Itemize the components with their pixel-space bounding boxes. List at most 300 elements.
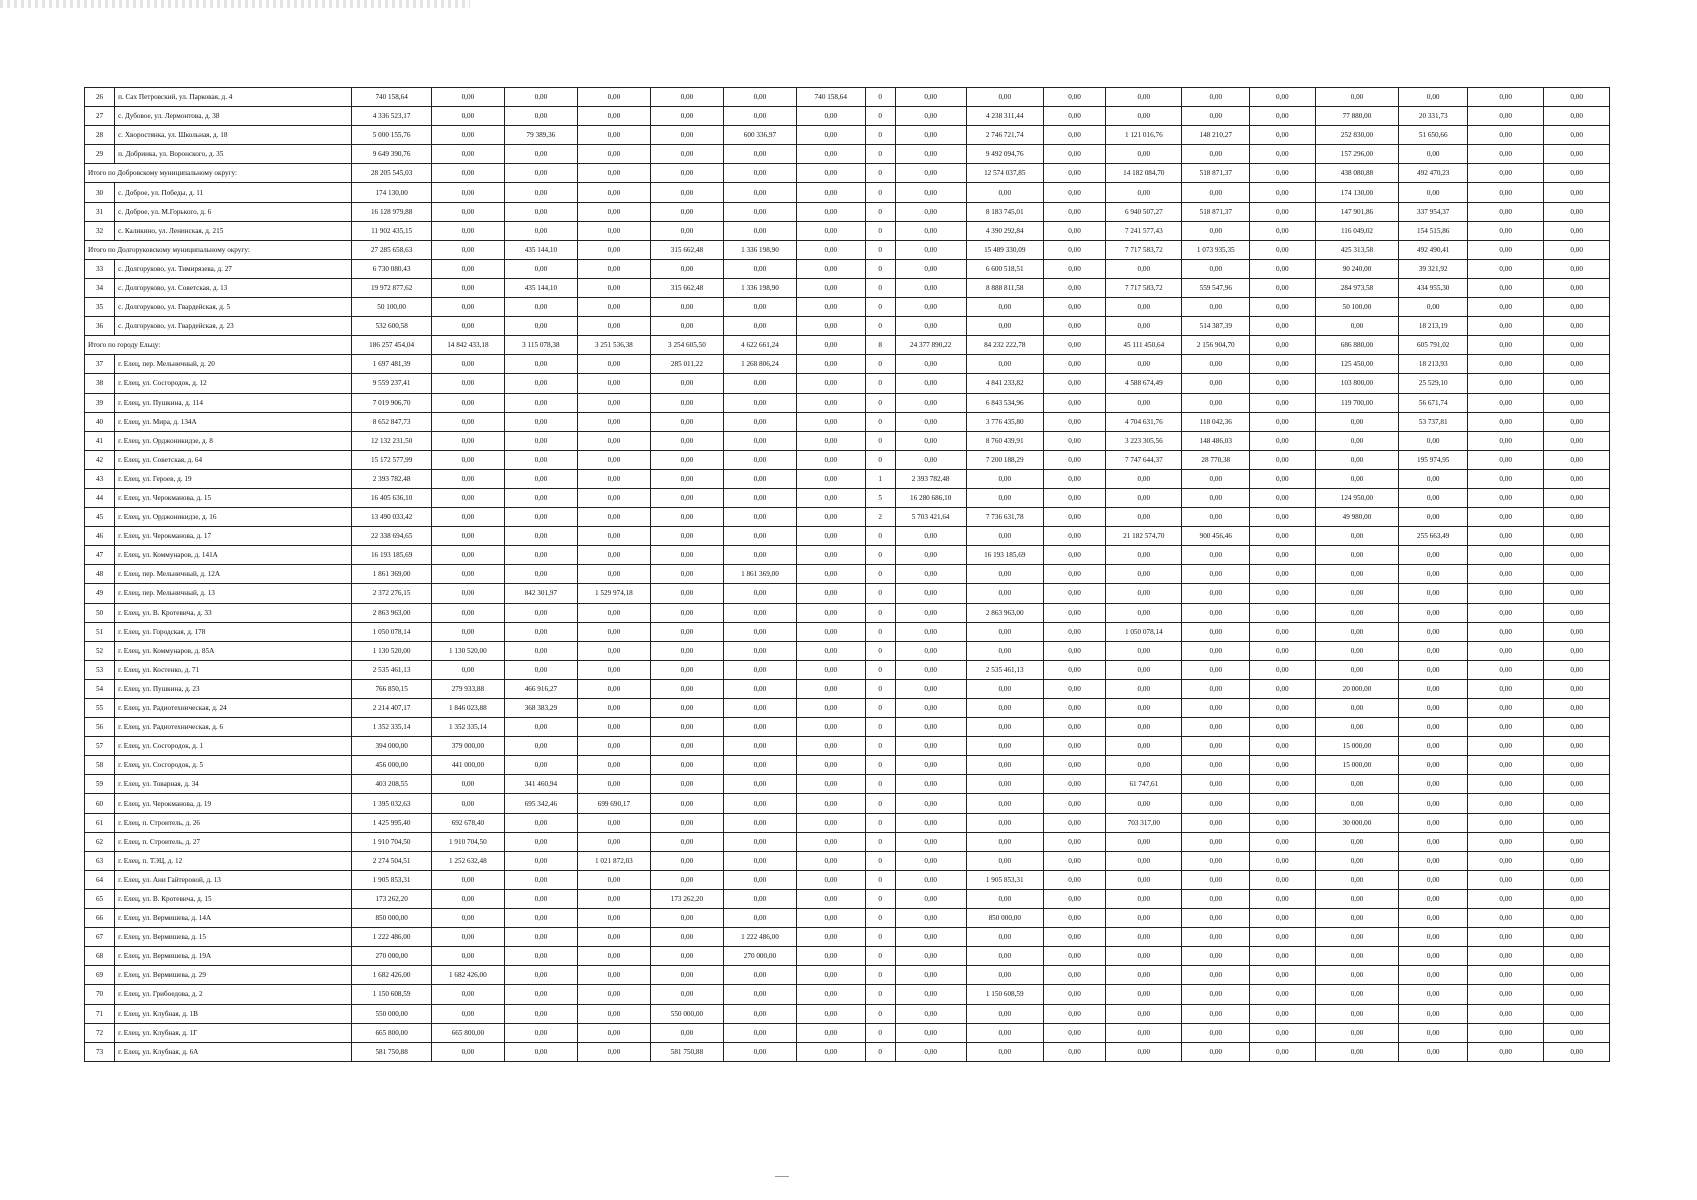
table-row: [85, 679, 1610, 698]
address-cell: г. Елец, ул. В. Кротевича, д. 33: [115, 603, 352, 622]
value-cell: 0,00: [895, 660, 966, 679]
value-cell: 0,00: [723, 1042, 796, 1061]
value-cell: 30 000,00: [1315, 813, 1399, 832]
value-cell: 0,00: [577, 450, 650, 469]
value-cell: 0,00: [796, 718, 865, 737]
value-cell: 0,00: [577, 145, 650, 164]
value-cell: 0,00: [1468, 679, 1544, 698]
value-cell: 1 910 704,50: [431, 832, 504, 851]
value-cell: 0,00: [1544, 889, 1610, 908]
value-cell: 0,00: [1468, 240, 1544, 259]
value-cell: 850 000,00: [966, 909, 1043, 928]
value-cell: 0,00: [431, 259, 504, 278]
value-cell: 0: [865, 1042, 895, 1061]
value-cell: 0,00: [1043, 928, 1105, 947]
value-cell: 0,00: [1043, 603, 1105, 622]
value-cell: 0,00: [723, 393, 796, 412]
value-cell: 0,00: [504, 1004, 577, 1023]
value-cell: 0,00: [1544, 88, 1610, 107]
value-cell: 0,00: [1182, 1004, 1250, 1023]
table-row: [85, 775, 1610, 794]
value-cell: 25 529,10: [1399, 374, 1468, 393]
value-cell: 0,00: [895, 183, 966, 202]
value-cell: 0,00: [1250, 450, 1316, 469]
value-cell: 0,00: [1399, 546, 1468, 565]
value-cell: 0,00: [966, 469, 1043, 488]
value-cell: 0: [865, 374, 895, 393]
value-cell: 605 791,02: [1399, 336, 1468, 355]
value-cell: 0,00: [796, 622, 865, 641]
value-cell: 5 703 421,64: [895, 508, 966, 527]
row-number: 73: [85, 1042, 115, 1061]
value-cell: 0: [865, 928, 895, 947]
value-cell: 0,00: [1544, 909, 1610, 928]
value-cell: 0,00: [796, 832, 865, 851]
value-cell: 0,00: [1468, 889, 1544, 908]
value-cell: 0,00: [1468, 699, 1544, 718]
value-cell: 0,00: [1468, 1004, 1544, 1023]
table-row: [85, 107, 1610, 126]
value-cell: 0,00: [1468, 527, 1544, 546]
value-cell: 0,00: [504, 1042, 577, 1061]
value-cell: 315 662,48: [650, 240, 723, 259]
value-cell: 0,00: [1182, 985, 1250, 1004]
table-body: [85, 88, 1610, 1062]
value-cell: 0,00: [1399, 298, 1468, 317]
table-row: [85, 298, 1610, 317]
table-row: [85, 641, 1610, 660]
value-cell: 0,00: [1043, 565, 1105, 584]
row-number: 30: [85, 183, 115, 202]
value-cell: 0,00: [1399, 851, 1468, 870]
value-cell: 173 262,20: [650, 889, 723, 908]
value-cell: 0,00: [723, 813, 796, 832]
row-number: 26: [85, 88, 115, 107]
value-cell: 0,00: [966, 641, 1043, 660]
value-cell: 270 000,00: [723, 947, 796, 966]
value-cell: 0,00: [895, 164, 966, 183]
address-cell: г. Елец, ул. Черокманова, д. 17: [115, 527, 352, 546]
value-cell: 0,00: [1399, 794, 1468, 813]
value-cell: 0,00: [1399, 1042, 1468, 1061]
value-cell: 0,00: [1182, 1042, 1250, 1061]
value-cell: 50 100,00: [1315, 298, 1399, 317]
row-number: 69: [85, 966, 115, 985]
table-row: [85, 527, 1610, 546]
value-cell: 0,00: [504, 737, 577, 756]
value-cell: 0,00: [1043, 966, 1105, 985]
value-cell: 0,00: [431, 584, 504, 603]
value-cell: 0,00: [504, 1023, 577, 1042]
value-cell: 0,00: [1315, 947, 1399, 966]
value-cell: 0,00: [1468, 278, 1544, 297]
value-cell: 0,00: [1468, 1023, 1544, 1042]
value-cell: 0,00: [504, 107, 577, 126]
address-cell: с. Долгоруково, ул. Тимирязева, д. 27: [115, 259, 352, 278]
value-cell: 0,00: [1544, 737, 1610, 756]
value-cell: 403 208,55: [352, 775, 431, 794]
value-cell: 550 000,00: [352, 1004, 431, 1023]
value-cell: 0,00: [796, 202, 865, 221]
value-cell: 0: [865, 546, 895, 565]
value-cell: 1 050 078,14: [352, 622, 431, 641]
value-cell: 0,00: [577, 1023, 650, 1042]
value-cell: 0,00: [431, 1004, 504, 1023]
value-cell: 2 863 963,00: [966, 603, 1043, 622]
value-cell: 0,00: [650, 145, 723, 164]
value-cell: 0,00: [1399, 603, 1468, 622]
value-cell: 0,00: [650, 259, 723, 278]
value-cell: 0,00: [723, 1004, 796, 1023]
table-row: [85, 126, 1610, 145]
value-cell: 0: [865, 88, 895, 107]
value-cell: 0,00: [796, 355, 865, 374]
value-cell: 0,00: [1544, 469, 1610, 488]
value-cell: 0,00: [650, 1023, 723, 1042]
value-cell: 0,00: [1399, 813, 1468, 832]
address-cell: г. Елец, пер. Мельничный, д. 20: [115, 355, 352, 374]
value-cell: 285 011,22: [650, 355, 723, 374]
value-cell: 20 331,73: [1399, 107, 1468, 126]
value-cell: 0,00: [1043, 546, 1105, 565]
value-cell: 0,00: [1182, 679, 1250, 698]
value-cell: 0: [865, 1004, 895, 1023]
value-cell: 0,00: [577, 813, 650, 832]
value-cell: 0: [865, 603, 895, 622]
value-cell: 394 000,00: [352, 737, 431, 756]
value-cell: 0: [865, 450, 895, 469]
value-cell: 0,00: [1106, 259, 1182, 278]
value-cell: 0,00: [796, 966, 865, 985]
table-row: [85, 1023, 1610, 1042]
value-cell: 0,00: [723, 202, 796, 221]
table-row: [85, 870, 1610, 889]
row-number: 49: [85, 584, 115, 603]
value-cell: 0,00: [1315, 527, 1399, 546]
row-number: 71: [85, 1004, 115, 1023]
value-cell: 0,00: [1182, 183, 1250, 202]
value-cell: 0,00: [1250, 126, 1316, 145]
row-number: 67: [85, 928, 115, 947]
address-cell: г. Елец, ул. Коммунаров, д. 141А: [115, 546, 352, 565]
value-cell: 0,00: [1544, 202, 1610, 221]
value-cell: 0,00: [650, 679, 723, 698]
value-cell: 0,00: [723, 737, 796, 756]
value-cell: 0,00: [1468, 145, 1544, 164]
value-cell: 686 880,00: [1315, 336, 1399, 355]
value-cell: 0,00: [1468, 469, 1544, 488]
value-cell: 0,00: [577, 240, 650, 259]
value-cell: 766 850,15: [352, 679, 431, 698]
value-cell: 0,00: [504, 718, 577, 737]
value-cell: 0,00: [431, 469, 504, 488]
value-cell: 0,00: [1043, 947, 1105, 966]
value-cell: 0,00: [431, 889, 504, 908]
value-cell: 1 352 335,14: [352, 718, 431, 737]
value-cell: 0,00: [1544, 699, 1610, 718]
value-cell: 0,00: [796, 298, 865, 317]
table-row: [85, 889, 1610, 908]
row-number: 39: [85, 393, 115, 412]
address-cell: г. Елец, ул. Костенко, д. 71: [115, 660, 352, 679]
address-cell: г. Елец, ул. В. Кротевича, д. 15: [115, 889, 352, 908]
value-cell: 0,00: [796, 756, 865, 775]
value-cell: 3 223 305,56: [1106, 431, 1182, 450]
value-cell: 0: [865, 1023, 895, 1042]
value-cell: 492 470,23: [1399, 164, 1468, 183]
value-cell: 0,00: [504, 832, 577, 851]
value-cell: 0,00: [431, 1042, 504, 1061]
value-cell: 16 280 686,10: [895, 488, 966, 507]
value-cell: 0,00: [504, 928, 577, 947]
value-cell: 0,00: [431, 88, 504, 107]
value-cell: 0,00: [650, 527, 723, 546]
value-cell: 1 021 872,03: [577, 851, 650, 870]
value-cell: 0,00: [1250, 336, 1316, 355]
value-cell: 0,00: [1399, 832, 1468, 851]
value-cell: 0,00: [723, 183, 796, 202]
value-cell: 0,00: [577, 660, 650, 679]
value-cell: 0,00: [796, 450, 865, 469]
value-cell: 1 697 481,39: [352, 355, 431, 374]
value-cell: 0,00: [1182, 622, 1250, 641]
value-cell: 0,00: [1250, 1042, 1316, 1061]
value-cell: 0,00: [895, 145, 966, 164]
value-cell: 0,00: [504, 431, 577, 450]
value-cell: 270 000,00: [352, 947, 431, 966]
value-cell: 0,00: [431, 298, 504, 317]
value-cell: 0,00: [796, 259, 865, 278]
address-cell: г. Елец, ул. Пушкина, д. 23: [115, 679, 352, 698]
value-cell: 0,00: [1468, 756, 1544, 775]
value-cell: 0,00: [1043, 679, 1105, 698]
row-number: 36: [85, 317, 115, 336]
value-cell: 0,00: [1250, 947, 1316, 966]
value-cell: 0,00: [1399, 699, 1468, 718]
value-cell: 0,00: [1315, 641, 1399, 660]
value-cell: 0,00: [1315, 431, 1399, 450]
table-row: [85, 183, 1610, 202]
value-cell: 0,00: [1315, 603, 1399, 622]
value-cell: 0,00: [1399, 641, 1468, 660]
value-cell: 0,00: [1399, 966, 1468, 985]
row-number: 43: [85, 469, 115, 488]
row-number: 61: [85, 813, 115, 832]
table-row: [85, 1042, 1610, 1061]
address-cell: г. Елец, ул. Грибоедова, д. 2: [115, 985, 352, 1004]
address-cell: г. Елец, п. ТЭЦ, д. 12: [115, 851, 352, 870]
value-cell: 39 321,92: [1399, 259, 1468, 278]
value-cell: 0,00: [966, 699, 1043, 718]
value-cell: 0,00: [1399, 622, 1468, 641]
value-cell: 2 372 276,15: [352, 584, 431, 603]
table-row: [85, 88, 1610, 107]
value-cell: 550 000,00: [650, 1004, 723, 1023]
value-cell: 0,00: [577, 374, 650, 393]
value-cell: 0,00: [1468, 450, 1544, 469]
value-cell: 0,00: [796, 278, 865, 297]
value-cell: 0: [865, 756, 895, 775]
value-cell: 0,00: [1106, 794, 1182, 813]
address-cell: с. Долгоруково, ул. Советская, д. 13: [115, 278, 352, 297]
value-cell: 0,00: [895, 126, 966, 145]
value-cell: 0,00: [1468, 393, 1544, 412]
value-cell: 0,00: [431, 488, 504, 507]
value-cell: 3 251 536,38: [577, 336, 650, 355]
value-cell: 1 910 704,50: [352, 832, 431, 851]
value-cell: 0,00: [796, 508, 865, 527]
value-cell: 0,00: [895, 412, 966, 431]
value-cell: 22 338 694,65: [352, 527, 431, 546]
value-cell: 0,00: [723, 756, 796, 775]
value-cell: 6 843 534,96: [966, 393, 1043, 412]
value-cell: 56 671,74: [1399, 393, 1468, 412]
value-cell: 0,00: [1106, 508, 1182, 527]
value-cell: 84 232 222,78: [966, 336, 1043, 355]
value-cell: 0,00: [723, 298, 796, 317]
value-cell: 0,00: [1468, 488, 1544, 507]
row-number: 31: [85, 202, 115, 221]
value-cell: 0,00: [1315, 469, 1399, 488]
value-cell: 0,00: [1106, 870, 1182, 889]
value-cell: 0,00: [1399, 947, 1468, 966]
row-number: 35: [85, 298, 115, 317]
value-cell: 0,00: [1468, 794, 1544, 813]
value-cell: 0,00: [650, 756, 723, 775]
value-cell: 0,00: [1043, 641, 1105, 660]
value-cell: 0,00: [1250, 870, 1316, 889]
value-cell: 315 662,48: [650, 278, 723, 297]
value-cell: 0,00: [1544, 336, 1610, 355]
value-cell: 0,00: [1544, 966, 1610, 985]
value-cell: 0: [865, 145, 895, 164]
value-cell: 4 704 631,76: [1106, 412, 1182, 431]
value-cell: 0,00: [723, 889, 796, 908]
value-cell: 0,00: [1399, 985, 1468, 1004]
value-cell: 1: [865, 469, 895, 488]
total-label: Итого по Добровскому муниципальному округу:: [85, 164, 352, 183]
value-cell: 7 717 583,72: [1106, 278, 1182, 297]
address-cell: г. Елец, ул. Советская, д. 64: [115, 450, 352, 469]
value-cell: 0,00: [1250, 966, 1316, 985]
value-cell: 0,00: [1250, 909, 1316, 928]
value-cell: 492 490,41: [1399, 240, 1468, 259]
value-cell: 0,00: [966, 88, 1043, 107]
address-cell: г. Елец, ул. Вермишева, д. 19А: [115, 947, 352, 966]
value-cell: 0,00: [1182, 794, 1250, 813]
value-cell: 0,00: [1043, 336, 1105, 355]
address-cell: г. Елец, ул. Мира, д. 134А: [115, 412, 352, 431]
table-row: [85, 794, 1610, 813]
value-cell: 0,00: [650, 641, 723, 660]
value-cell: 0,00: [1315, 966, 1399, 985]
value-cell: 0,00: [577, 126, 650, 145]
value-cell: 0,00: [966, 1023, 1043, 1042]
value-cell: 0,00: [577, 508, 650, 527]
value-cell: 0,00: [1544, 1004, 1610, 1023]
value-cell: 1 425 995,40: [352, 813, 431, 832]
value-cell: 4 336 523,17: [352, 107, 431, 126]
value-cell: 0,00: [1043, 699, 1105, 718]
value-cell: 0,00: [1043, 775, 1105, 794]
value-cell: 49 980,00: [1315, 508, 1399, 527]
value-cell: 0,00: [431, 546, 504, 565]
value-cell: 0,00: [895, 909, 966, 928]
value-cell: 0,00: [1250, 412, 1316, 431]
value-cell: 0,00: [796, 145, 865, 164]
value-cell: 438 080,88: [1315, 164, 1399, 183]
value-cell: 0,00: [1043, 202, 1105, 221]
value-cell: 19 972 877,62: [352, 278, 431, 297]
value-cell: 20 000,00: [1315, 679, 1399, 698]
value-cell: 0,00: [1043, 317, 1105, 336]
value-cell: 0,00: [1250, 737, 1316, 756]
value-cell: 0,00: [504, 622, 577, 641]
value-cell: 0,00: [1544, 431, 1610, 450]
value-cell: 0,00: [1043, 622, 1105, 641]
value-cell: 18 213,93: [1399, 355, 1468, 374]
value-cell: 0,00: [1315, 1042, 1399, 1061]
row-number: 56: [85, 718, 115, 737]
value-cell: 0,00: [796, 928, 865, 947]
value-cell: 16 405 636,10: [352, 488, 431, 507]
value-cell: 0,00: [796, 889, 865, 908]
value-cell: 0,00: [504, 870, 577, 889]
value-cell: 0,00: [796, 126, 865, 145]
value-cell: 0,00: [431, 183, 504, 202]
value-cell: 0,00: [650, 909, 723, 928]
value-cell: 61 747,61: [1106, 775, 1182, 794]
value-cell: 0,00: [1043, 1042, 1105, 1061]
value-cell: 0,00: [1315, 718, 1399, 737]
value-cell: 0,00: [723, 851, 796, 870]
value-cell: 0,00: [796, 909, 865, 928]
value-cell: 0,00: [1250, 603, 1316, 622]
value-cell: 0,00: [1399, 679, 1468, 698]
row-number: 37: [85, 355, 115, 374]
value-cell: 0,00: [1043, 393, 1105, 412]
value-cell: 0,00: [1544, 450, 1610, 469]
value-cell: 0,00: [966, 679, 1043, 698]
value-cell: 0,00: [1182, 889, 1250, 908]
value-cell: 11 902 435,15: [352, 221, 431, 240]
value-cell: 0,00: [577, 107, 650, 126]
value-cell: 0,00: [1399, 488, 1468, 507]
value-cell: 0,00: [504, 298, 577, 317]
value-cell: 0,00: [431, 278, 504, 297]
value-cell: 1 846 023,88: [431, 699, 504, 718]
value-cell: 0,00: [1544, 870, 1610, 889]
value-cell: 0,00: [895, 1023, 966, 1042]
value-cell: 0,00: [1315, 985, 1399, 1004]
value-cell: 15 489 330,09: [966, 240, 1043, 259]
value-cell: 0,00: [1468, 641, 1544, 660]
value-cell: 0,00: [1468, 909, 1544, 928]
address-cell: г. Елец, ул. Городская, д. 178: [115, 622, 352, 641]
value-cell: 0,00: [966, 889, 1043, 908]
value-cell: 0: [865, 832, 895, 851]
value-cell: 0,00: [1468, 584, 1544, 603]
value-cell: 0,00: [577, 775, 650, 794]
value-cell: 0,00: [723, 259, 796, 278]
value-cell: 0,00: [504, 947, 577, 966]
value-cell: 0,00: [1468, 88, 1544, 107]
value-cell: 1 130 520,00: [352, 641, 431, 660]
value-cell: 0,00: [1544, 221, 1610, 240]
value-cell: 0: [865, 718, 895, 737]
value-cell: 0: [865, 527, 895, 546]
value-cell: 0,00: [796, 431, 865, 450]
